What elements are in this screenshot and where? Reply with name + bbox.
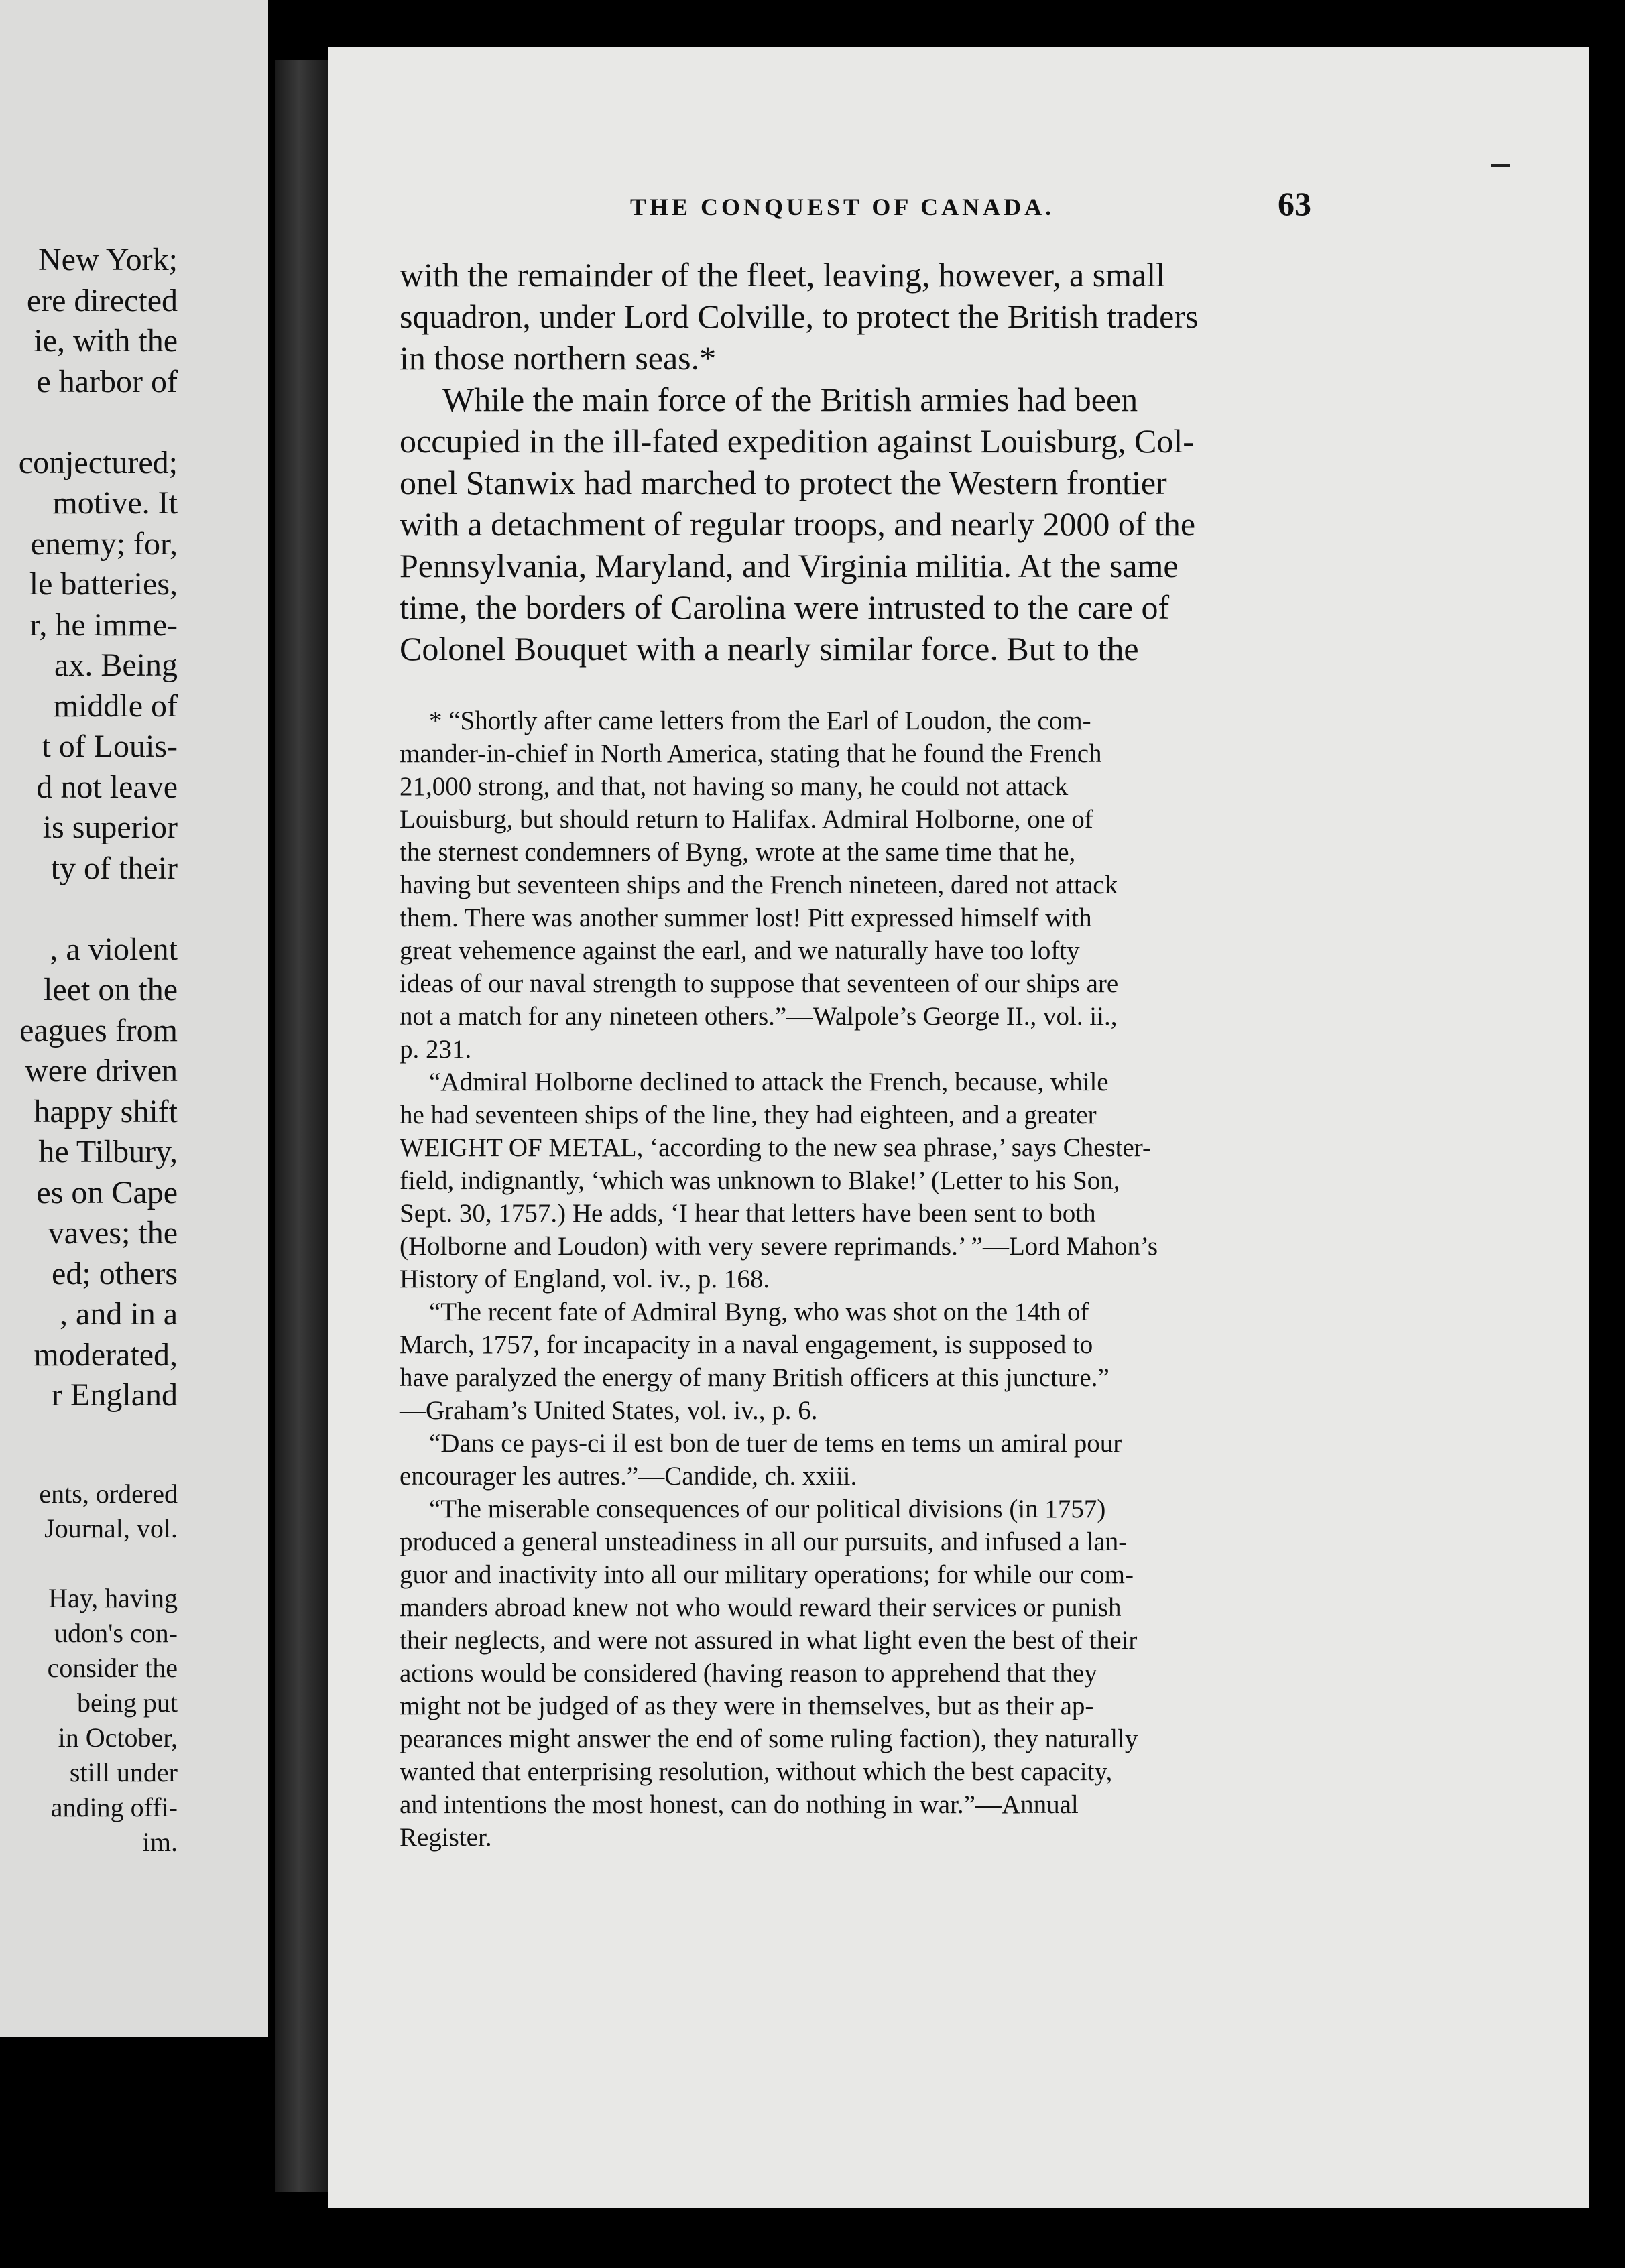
footnote-line: manders abroad knew not who would reward their services or punish	[400, 1593, 1122, 1622]
body-line: in those northern seas.*	[400, 339, 717, 377]
facing-page-footnote-line: im.	[142, 1827, 178, 1857]
facing-page-line: ed; others	[52, 1255, 178, 1292]
facing-page-line: ax. Being	[54, 647, 178, 683]
footnote-line: having but seventeen ships and the French nineteen, dared not attack	[400, 871, 1118, 899]
footnote-line: wanted that enterprising resolution, without which the best capacity,	[400, 1757, 1113, 1786]
facing-page-line: enemy; for,	[30, 525, 178, 562]
facing-page-line: moderated,	[34, 1336, 178, 1373]
facing-page-line: , a violent	[50, 931, 178, 967]
footnote-line: encourager les autres.”—Candide, ch. xxiii.	[400, 1462, 857, 1491]
footnote-line: (Holborne and Loudon) with very severe reprimands.’ ”—Lord Mahon’s	[400, 1232, 1158, 1261]
book-gutter	[275, 60, 335, 2192]
facing-page-line: e harbor of	[36, 363, 178, 399]
body-line: squadron, under Lord Colville, to protect the British traders	[400, 298, 1199, 335]
facing-page-line: were driven	[25, 1053, 178, 1088]
footnote-line: “The miserable consequences of our political divisions (in 1757)	[429, 1495, 1106, 1523]
facing-page-line: t of Louis-	[42, 729, 178, 764]
footnote-line: great vehemence against the earl, and we naturally have too lofty	[400, 936, 1080, 965]
facing-page-line: he Tilbury,	[38, 1134, 178, 1170]
footnote-line: field, indignantly, ‘which was unknown to Blake!’ (Letter to his Son,	[400, 1166, 1120, 1195]
footnote-line: guor and inactivity into all our military operations; for while our com-	[400, 1560, 1134, 1589]
footnote-line: March, 1757, for incapacity in a naval engagement, is supposed to	[400, 1330, 1093, 1359]
footnote-line: p. 231.	[400, 1035, 472, 1064]
footnote-line: he had seventeen ships of the line, they had eighteen, and a greater	[400, 1100, 1097, 1129]
facing-page-line: ty of their	[50, 850, 178, 886]
footnote-line: “The recent fate of Admiral Byng, who was shot on the 14th of	[429, 1298, 1089, 1326]
footnote-line: History of England, vol. iv., p. 168.	[400, 1265, 770, 1294]
footnote-line: Register.	[400, 1823, 492, 1852]
footnote-line: “Admiral Holborne declined to attack the French, because, while	[429, 1068, 1109, 1096]
facing-page-line: motive. It	[52, 485, 178, 521]
footnote-line: WEIGHT OF METAL, ‘according to the new sea phrase,’ says Chester-	[400, 1133, 1151, 1162]
body-line: occupied in the ill-fated expedition against Louisburg, Col-	[400, 422, 1194, 460]
body-line: Colonel Bouquet with a nearly similar force. But to the	[400, 630, 1139, 668]
body-line: with a detachment of regular troops, and nearly 2000 of the	[400, 505, 1196, 543]
body-line: onel Stanwix had marched to protect the Western frontier	[400, 464, 1167, 501]
footnote-line: * “Shortly after came letters from the Earl of Loudon, the com-	[429, 706, 1091, 735]
facing-page-line: New York;	[38, 242, 178, 277]
facing-page-line: eagues from	[19, 1012, 178, 1048]
facing-page	[0, 0, 268, 2037]
facing-page-line: conjectured;	[18, 444, 178, 481]
facing-page-line: vaves; the	[48, 1215, 178, 1251]
footnote-line: 21,000 strong, and that, not having so many, he could not attack	[400, 772, 1069, 801]
footnote-line: them. There was another summer lost! Pitt expressed himself with	[400, 903, 1092, 932]
facing-page-line: le batteries,	[29, 566, 178, 602]
facing-page-line: happy shift	[34, 1093, 178, 1129]
facing-page-line: ie, with the	[34, 323, 178, 359]
page-number: 63	[1278, 185, 1311, 223]
facing-page-line: middle of	[53, 688, 178, 724]
facing-page-footnote-line: Hay, having	[48, 1583, 178, 1613]
footnote-line: “Dans ce pays-ci il est bon de tuer de tems en tems un amiral pour	[429, 1429, 1122, 1458]
facing-page-footnote-line: consider the	[47, 1653, 178, 1683]
facing-page-footnote-line: ents, ordered	[39, 1478, 178, 1509]
body-line: with the remainder of the fleet, leaving, however, a small	[400, 256, 1166, 294]
facing-page-line: leet on the	[44, 972, 178, 1007]
facing-page-line: d not leave	[36, 769, 178, 805]
footnote-line: produced a general unsteadiness in all our pursuits, and infused a lan-	[400, 1527, 1128, 1556]
facing-page-line: is superior	[42, 810, 178, 845]
footnote-line: might not be judged of as they were in themselves, but as their ap-	[400, 1692, 1094, 1720]
footnote-line: the sternest condemners of Byng, wrote at the same time that he,	[400, 838, 1076, 867]
footnote-line: have paralyzed the energy of many British officers at this juncture.”	[400, 1363, 1109, 1392]
facing-page-line: es on Cape	[36, 1174, 178, 1210]
facing-page-line: , and in a	[60, 1296, 178, 1332]
footnote-line: pearances might answer the end of some ruling faction), they naturally	[400, 1724, 1138, 1753]
page-mark	[1491, 164, 1510, 167]
footnote-line: mander-in-chief in North America, stating that he found the French	[400, 739, 1102, 768]
footnote-line: Sept. 30, 1757.) He adds, ‘I hear that letters have been sent to both	[400, 1199, 1096, 1228]
running-title: THE CONQUEST OF CANADA.	[630, 194, 1055, 220]
footnote-line: —Graham’s United States, vol. iv., p. 6.	[400, 1396, 818, 1425]
facing-page-footnote-line: anding offi-	[50, 1792, 178, 1822]
footnote-line: ideas of our naval strength to suppose that seventeen of our ships are	[400, 969, 1119, 998]
body-line: Pennsylvania, Maryland, and Virginia militia. At the same	[400, 547, 1179, 584]
footnote-line: and intentions the most honest, can do nothing in war.”—Annual	[400, 1790, 1079, 1819]
facing-page-footnote-line: udon's con-	[54, 1618, 178, 1648]
facing-page-line: ere directed	[26, 282, 178, 318]
facing-page-footnote-line: still under	[69, 1757, 178, 1787]
footnote-line: actions would be considered (having reason to apprehend that they	[400, 1659, 1097, 1688]
facing-page-footnote-line: Journal, vol.	[44, 1513, 178, 1544]
facing-page-line: r, he imme-	[29, 607, 178, 643]
facing-page-footnote-line: being put	[77, 1688, 178, 1718]
facing-page-footnote-line: in October,	[58, 1722, 178, 1753]
facing-page-line: r England	[52, 1377, 178, 1413]
footnote-line: their neglects, and were not assured in what light even the best of their	[400, 1626, 1138, 1655]
footnote-line: Louisburg, but should return to Halifax. Admiral Holborne, one of	[400, 805, 1093, 834]
footnote-line: not a match for any nineteen others.”—Walpole’s George II., vol. ii.,	[400, 1002, 1118, 1031]
body-line: While the main force of the British armies had been	[442, 381, 1138, 418]
body-line: time, the borders of Carolina were intrusted to the care of	[400, 588, 1170, 626]
